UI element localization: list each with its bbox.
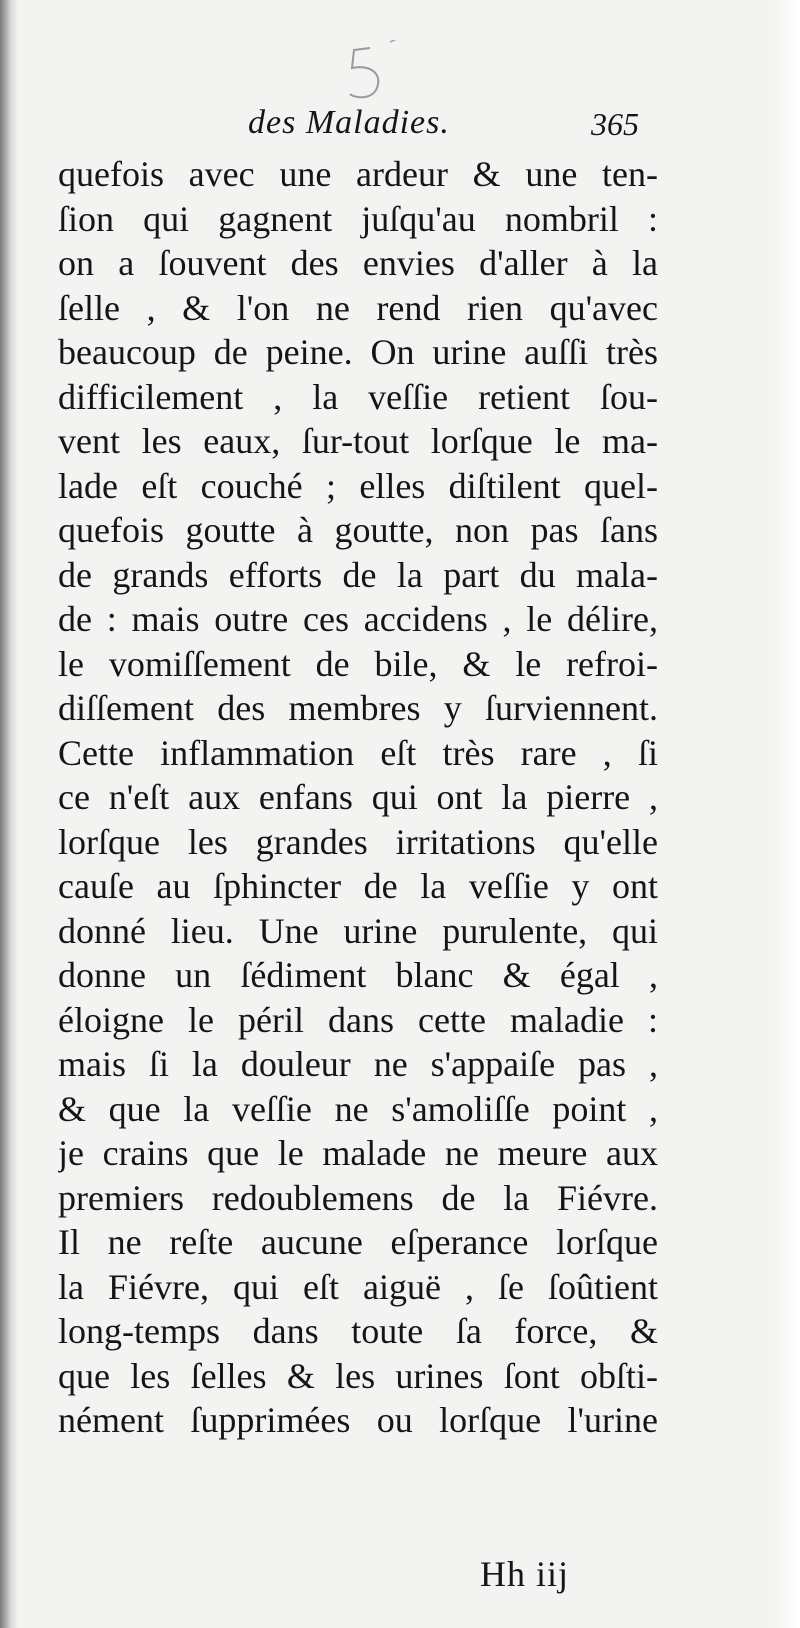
text-line: on a ſouvent des envies d'aller à la <box>58 243 658 283</box>
text-line: & que la veſſie ne s'amoliſſe point , <box>58 1088 658 1129</box>
binding-shadow <box>0 0 18 1628</box>
text-line: Il ne reſte aucune eſperance lorſque <box>58 1222 658 1262</box>
text-line: de : mais outre ces accidens , le délire, <box>58 599 658 639</box>
text-line: vent les eaux, ſur-tout lorſque le ma- <box>58 421 658 461</box>
text-line: beaucoup de peine. On urine auſſi très <box>58 332 658 372</box>
text-line: lade eſt couché ; elles diſtilent quel- <box>58 465 658 506</box>
running-head: des Maladies. <box>248 104 450 141</box>
text-line: quefois avec une ardeur & une ten- <box>58 154 658 194</box>
signature-mark: Hh iij <box>480 1554 570 1594</box>
text-line: le vomiſſement de bile, & le refroi- <box>58 643 658 684</box>
page-number: 365 <box>591 106 639 142</box>
page-edge <box>772 0 800 1628</box>
text-line: que les ſelles & les urines ſont obſti- <box>58 1355 658 1396</box>
body-text <box>58 152 658 1443</box>
text-line: ſion qui gagnent juſqu'au nombril : <box>58 198 658 239</box>
page-header <box>0 104 800 150</box>
text-line: diſſement des membres y ſurviennent. <box>58 688 658 728</box>
text-line: lorſque les grandes irritations qu'elle <box>58 821 658 862</box>
handwritten-pencil-mark <box>340 40 410 110</box>
text-line: nément ſupprimées ou lorſque l'urine <box>58 1400 658 1440</box>
text-line: mais ſi la douleur ne s'appaiſe pas , <box>58 1044 658 1084</box>
text-line: Cette inflammation eſt très rare , ſi <box>58 732 658 773</box>
text-line: de grands efforts de la part du mala- <box>58 554 658 595</box>
text-line: donne un ſédiment blanc & égal , <box>58 955 658 995</box>
text-line: quefois goutte à goutte, non pas ſans <box>58 510 658 550</box>
text-line: long-temps dans toute ſa force, & <box>58 1311 658 1351</box>
text-line: éloigne le péril dans cette maladie : <box>58 999 658 1040</box>
text-line: premiers redoublemens de la Fiévre. <box>58 1177 658 1218</box>
text-line: cauſe au ſphincter de la veſſie y ont <box>58 866 658 906</box>
text-line: je crains que le malade ne meure aux <box>58 1133 658 1173</box>
text-line: la Fiévre, qui eſt aiguë , ſe ſoûtient <box>58 1266 658 1307</box>
text-line: ſelle , & l'on ne rend rien qu'avec <box>58 287 658 328</box>
text-line: donné lieu. Une urine purulente, qui <box>58 910 658 951</box>
text-line: difficilement , la veſſie retient ſou- <box>58 376 658 417</box>
text-line: ce n'eſt aux enfans qui ont la pierre , <box>58 777 658 817</box>
